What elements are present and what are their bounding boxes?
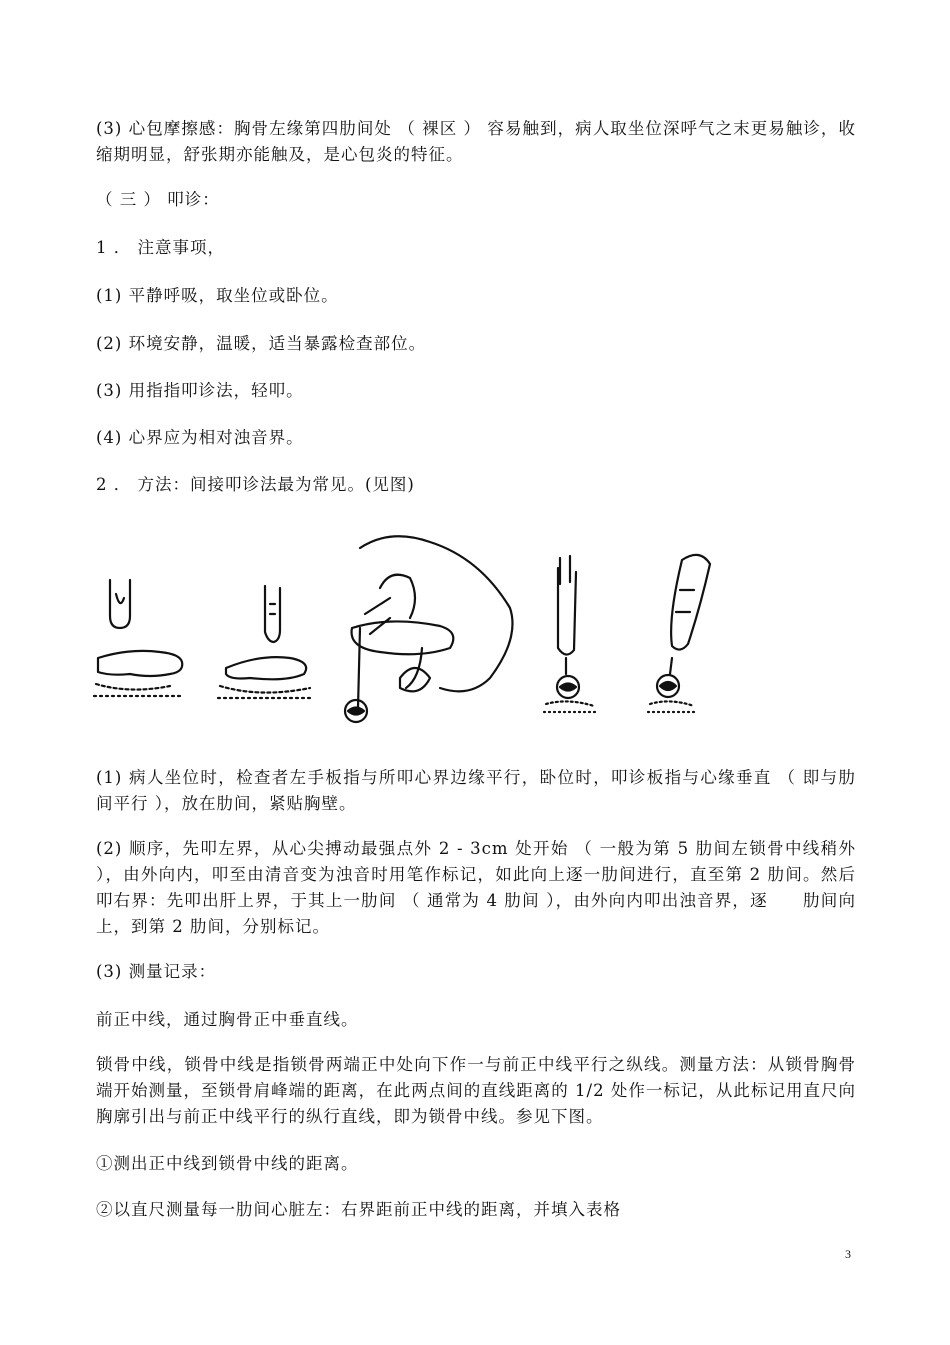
step-measure-midline: ①测出正中线到锁骨中线的距离。 — [96, 1154, 359, 1173]
step-measure-intercostal: ②以直尺测量每一肋间心脏左：右界距前正中线的距离，并填入表格 — [96, 1200, 621, 1219]
percussion-step-2-drawing — [218, 586, 314, 698]
page-number: 3 — [845, 1247, 851, 1261]
paragraph-finger-position: (1) 病人坐位时，检查者左手板指与所叩心界边缘平行，卧位时，叩诊板指与心缘垂直 （ 即与肋间平行 ），放在肋间，紧贴胸壁。 — [96, 768, 856, 813]
heading-precautions: 1 ． 注意事项， — [96, 238, 225, 257]
percussion-illustration — [90, 528, 810, 733]
percussion-step-1-drawing — [94, 580, 182, 696]
percussion-step-4-drawing — [544, 556, 596, 712]
list-item-4: (4) 心界应为相对浊音界。 — [96, 428, 304, 447]
percussion-step-3-drawing — [345, 536, 513, 722]
list-item-3: (3) 用指指叩诊法，轻叩。 — [96, 381, 304, 400]
paragraph-order: (2) 顺序，先叩左界，从心尖搏动最强点外 2 - 3cm 处开始 （ 一般为第 5 肋间左锁骨中线稍外 ），由外向内，叩至由清音变为浊音时用笔作标记，如此向上逐一肋间进行，直至第 2 肋间。然后叩右界：先叩出肝上界，于其上一肋间 （ 通常为 4 肋间 ），由外向内叩出浊音界，逐 肋间向上，到第 2 肋间，分别标记。 — [96, 839, 856, 936]
heading-percussion: （ 三 ） 叩诊： — [96, 190, 220, 209]
list-item-2: (2) 环境安静，温暖，适当暴露检查部位。 — [96, 334, 427, 353]
percussion-step-5-drawing — [648, 555, 710, 712]
paragraph-anterior-midline: 前正中线，通过胸骨正中垂直线。 — [96, 1010, 359, 1029]
paragraph-midclavicular-line: 锁骨中线，锁骨中线是指锁骨两端正中处向下作一与前正中线平行之纵线。测量方法：从锁骨胸骨端开始测量，至锁骨肩峰端的距离，在此两点间的直线距离的 1/2 处作一标记，从此标记用直尺向胸廓引出与前正中线平行的纵行直线，即为锁骨中线。参见下图。 — [96, 1055, 856, 1126]
heading-measurement: (3) 测量记录： — [96, 962, 217, 981]
paragraph-pericardial-friction: (3) 心包摩擦感：胸骨左缘第四肋间处 （ 裸区 ） 容易触到，病人取坐位深呼气之末更易触诊，收缩期明显，舒张期亦能触及，是心包炎的特征。 — [96, 119, 856, 164]
list-item-1: (1) 平静呼吸，取坐位或卧位。 — [96, 286, 339, 305]
heading-method: 2 ． 方法：间接叩诊法最为常见。(见图) — [96, 475, 415, 494]
